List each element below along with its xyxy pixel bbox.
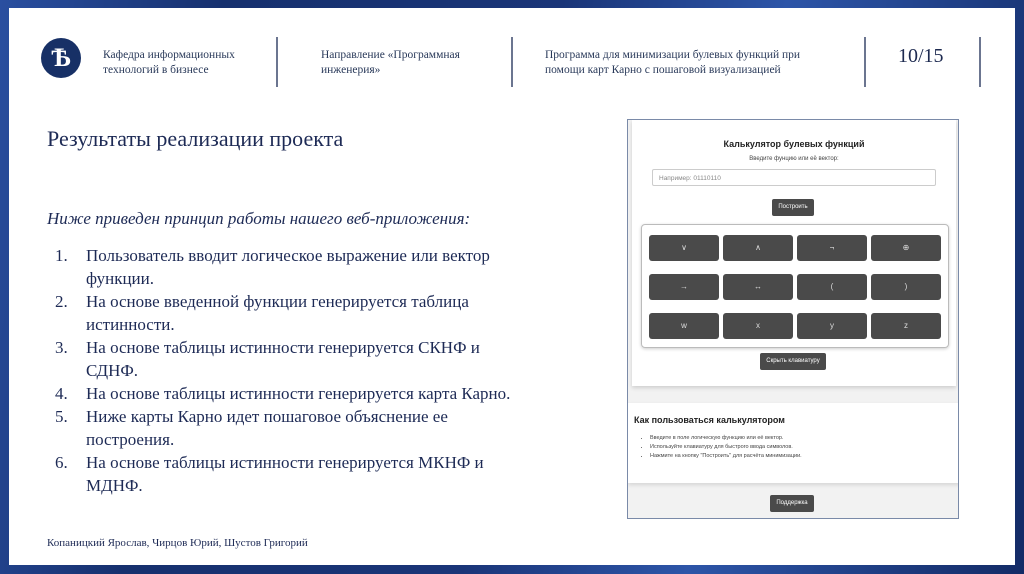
item-text: Пользователь вводит логическое выражение или вектор функции. <box>86 246 490 288</box>
support-button[interactable]: Поддержка <box>770 495 814 512</box>
hide-keyboard-button[interactable]: Скрыть клавиатуру <box>760 353 826 370</box>
key-open-paren[interactable]: ( <box>797 274 867 300</box>
steps-list <box>55 244 535 497</box>
key-w[interactable]: w <box>649 313 719 339</box>
item-number: 6. <box>55 453 68 472</box>
app-screenshot <box>627 119 959 519</box>
item-text: На основе введенной функции генерируется таблица истинности. <box>86 292 469 334</box>
divider <box>979 37 981 87</box>
function-input[interactable]: Например: 01110110 <box>652 169 936 186</box>
hse-logo: Ѣ <box>41 38 81 78</box>
item-text: На основе таблицы истинности генерируется карта Карно. <box>86 384 511 403</box>
page-number: 10/15 <box>898 45 944 67</box>
key-and[interactable]: ∧ <box>723 235 793 261</box>
item-number: 2. <box>55 292 68 311</box>
list-item: • Используйте клавиатуру для быстрого ввода символов. <box>650 443 802 452</box>
divider <box>864 37 866 87</box>
divider <box>511 37 513 87</box>
header-department: Кафедра информационных технологий в бизнесе <box>103 49 235 76</box>
list-item <box>55 244 535 290</box>
key-or[interactable]: ∨ <box>649 235 719 261</box>
key-x[interactable]: x <box>723 313 793 339</box>
slide-title: Результаты реализации проекта <box>47 126 344 151</box>
list-item: • Нажмите на кнопку "Построить" для расчёта минимизации. <box>650 452 802 461</box>
item-text: На основе таблицы истинности генерируется МКНФ и МДНФ. <box>86 453 484 495</box>
list-item <box>55 382 535 405</box>
list-item <box>55 336 535 382</box>
item-number: 5. <box>55 407 68 426</box>
how-to-title: Как пользоваться калькулятором <box>634 415 785 425</box>
build-button[interactable]: Построить <box>772 199 814 216</box>
header-direction: Направление «Программная инженерия» <box>321 49 460 76</box>
list-item: • Введите в поле логическую функцию или её вектор. <box>650 434 802 443</box>
header-project: Программа для минимизации булевых функций при помощи карт Карно с пошаговой визуализацией <box>545 49 801 76</box>
input-label: Введите фунцию или её вектор: <box>749 156 839 162</box>
item-number: 1. <box>55 246 68 265</box>
key-not[interactable]: ¬ <box>797 235 867 261</box>
item-text: На основе таблицы истинности генерируется СКНФ и СДНФ. <box>86 338 480 380</box>
key-implies[interactable]: → <box>649 274 719 300</box>
list-item <box>55 405 535 451</box>
calculator-title: Калькулятор булевых функций <box>723 139 865 149</box>
authors-footer: Копаницкий Ярослав, Чирцов Юрий, Шустов Григорий <box>47 537 308 549</box>
list-item <box>55 451 535 497</box>
key-xor[interactable]: ⊕ <box>871 235 941 261</box>
key-y[interactable]: y <box>797 313 867 339</box>
key-z[interactable]: z <box>871 313 941 339</box>
key-close-paren[interactable]: ) <box>871 274 941 300</box>
item-text: Ниже карты Карно идет пошаговое объяснение ее построения. <box>86 407 448 449</box>
how-to-card <box>628 403 959 483</box>
key-equiv[interactable]: ↔ <box>723 274 793 300</box>
item-number: 3. <box>55 338 68 357</box>
divider <box>276 37 278 87</box>
intro-text: Ниже приведен принцип работы нашего веб-приложения: <box>47 209 471 228</box>
list-item <box>55 290 535 336</box>
item-number: 4. <box>55 384 68 403</box>
symbol-keyboard <box>641 224 949 348</box>
calculator-card <box>632 120 956 386</box>
